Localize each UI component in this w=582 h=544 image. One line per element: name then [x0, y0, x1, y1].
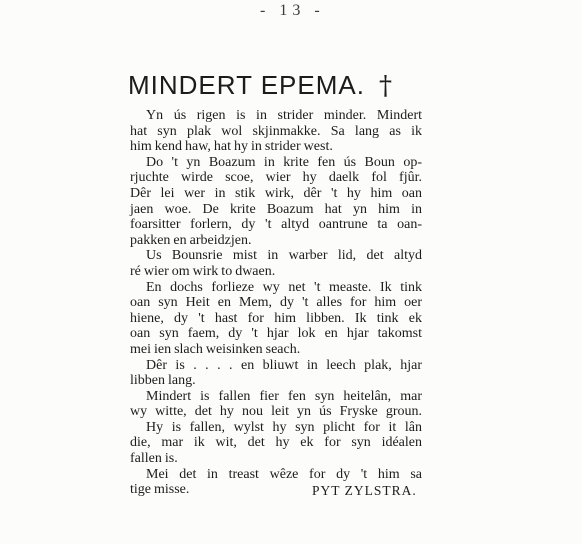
text-line: En dochs forlieze wy net 't measte. Ik tink [146, 279, 422, 295]
text-line: Hy is fallen, wylst hy syn plicht for it lân [146, 419, 422, 435]
cross-icon: † [378, 71, 392, 101]
article-heading [128, 70, 392, 101]
text-line: Us Bounsrie mist in warber lid, det altyd [146, 248, 422, 264]
text-line: jaen woe. De krite Boazum hat yn him in [130, 201, 422, 217]
text-line: pakken en arbeidzjen. [130, 232, 252, 248]
text-line: foarsitter forlern, dy 't altyd oantrune ta oan- [130, 217, 422, 233]
article-title: MINDERT EPEMA. [128, 70, 365, 100]
text-line: hiene, dy 't hast for him libben. Ik tink ek [130, 310, 422, 326]
text-line: hat syn plak wol skjinmakke. Sa lang as ik [130, 123, 422, 139]
text-line: Dêr lei wer in stik wirk, dêr 't hy him oan [130, 185, 422, 201]
text-line: oan syn Heit en Mem, dy 't alles for him oer [130, 295, 422, 311]
text-line: Mindert is fallen fier fen syn heitelân, mar [146, 388, 422, 404]
text-line: wy witte, det hy nou leit yn ús Fryske groun. [130, 404, 422, 420]
text-line: mei ien slach weisinken seach. [130, 341, 301, 357]
author-signature: PYT ZYLSTRA. [312, 483, 417, 498]
text-line: him kend haw, hat hy in strider west. [130, 139, 333, 155]
text-line: fallen is. [130, 451, 178, 467]
text-line: libben lang. [130, 373, 196, 389]
text-line: Do 't yn Boazum in krite fen ús Boun op- [146, 154, 422, 170]
article-body [130, 108, 422, 498]
text-line: rjuchte wirde scoe, wier hy daelk fol fjûr. [130, 170, 422, 186]
text-line: Mei det in treast wêze for dy 't him sa [146, 466, 422, 482]
text-line: oan syn faem, dy 't hjar lok en hjar takomst [130, 326, 422, 342]
page-number: - 13 - [260, 2, 325, 19]
text-line: Dêr is . . . . en bliuwt in leech plak, hjar [146, 357, 422, 373]
text-line: tige misse. [130, 482, 190, 498]
text-line: ré wier om wirk to dwaen. [130, 263, 276, 279]
text-line: die, mar ik wit, det hy ek for syn idéalen [130, 435, 422, 451]
text-line: Yn ús rigen is in strider minder. Mindert [146, 108, 422, 123]
